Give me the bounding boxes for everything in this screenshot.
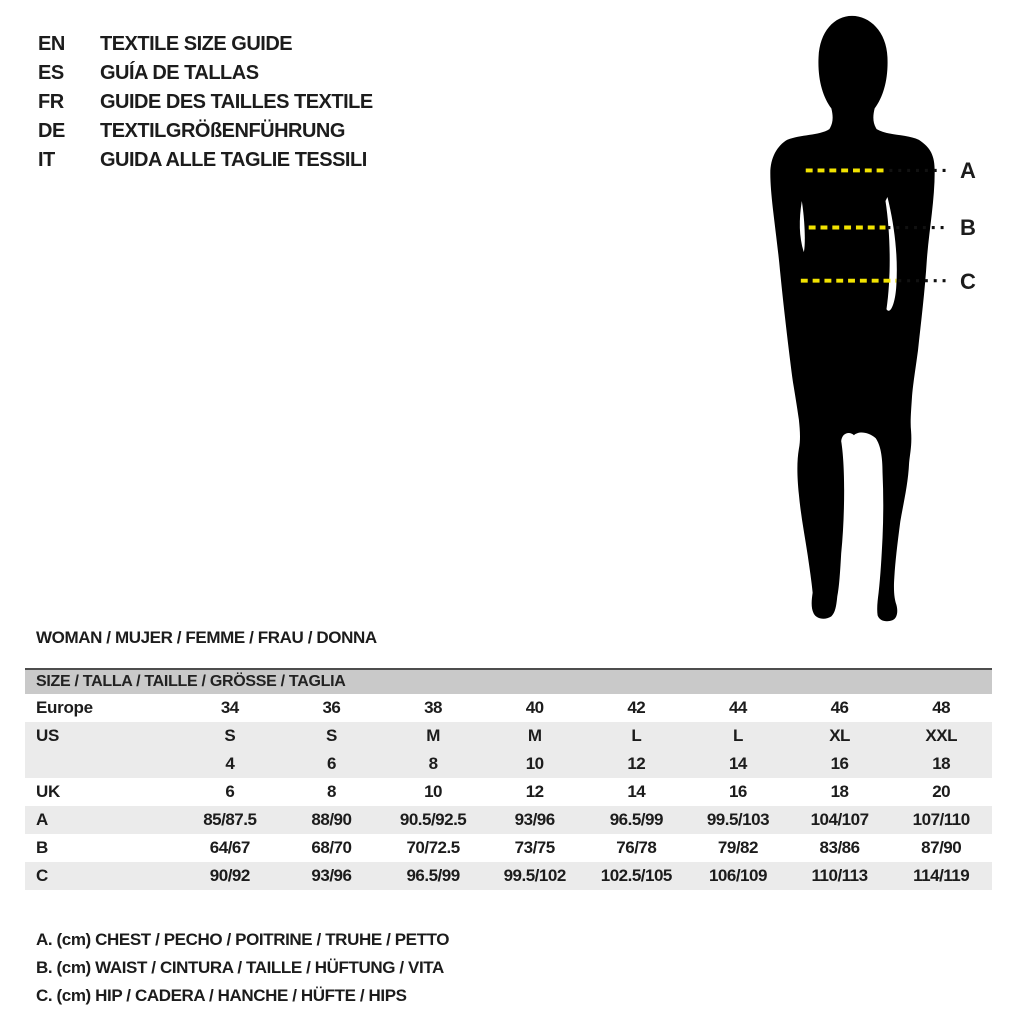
size-value-cell: 48 xyxy=(932,698,951,717)
size-value-cell: 76/78 xyxy=(616,838,657,857)
size-value-cell: 46 xyxy=(830,698,849,717)
size-value-cell: 12 xyxy=(627,754,646,773)
size-value-cell: S xyxy=(326,726,337,745)
legend-line: A. (cm) CHEST / PECHO / POITRINE / TRUHE / PETTO xyxy=(36,930,450,949)
size-value-cell: 99.5/103 xyxy=(706,810,770,829)
legend-line: B. (cm) WAIST / CINTURA / TAILLE / HÜFTUNG / VITA xyxy=(36,958,444,977)
marker-c-label: C xyxy=(960,269,976,294)
language-code: IT xyxy=(38,149,55,171)
size-value-cell: 10 xyxy=(424,782,443,801)
size-value-cell: S xyxy=(224,726,236,745)
size-value-cell: M xyxy=(527,726,542,745)
language-title: GUÍA DE TALLAS xyxy=(100,62,259,84)
size-value-cell: 38 xyxy=(424,698,443,717)
size-value-cell: 68/70 xyxy=(311,838,352,857)
size-value-cell: 16 xyxy=(728,782,747,801)
size-value-cell: L xyxy=(631,726,642,745)
size-value-cell: 93/96 xyxy=(514,810,555,829)
language-row xyxy=(38,146,373,175)
language-title-list xyxy=(38,30,373,175)
size-value-cell: 6 xyxy=(225,782,235,801)
table-row xyxy=(25,862,992,890)
size-value-cell: 104/107 xyxy=(810,810,869,829)
table-row xyxy=(25,722,992,750)
row-label: C xyxy=(36,866,48,885)
size-value-cell: 107/110 xyxy=(912,810,970,829)
language-code: FR xyxy=(38,91,64,113)
woman-silhouette-figure xyxy=(738,8,976,638)
size-value-cell: 96.5/99 xyxy=(406,866,460,885)
size-value-cell: 8 xyxy=(326,782,336,801)
language-code: DE xyxy=(38,120,65,142)
legend-line: C. (cm) HIP / CADERA / HANCHE / HÜFTE / HIPS xyxy=(36,986,407,1005)
woman-silhouette-icon xyxy=(770,16,934,621)
marker-b-label: B xyxy=(960,215,976,240)
table-row xyxy=(25,806,992,834)
size-value-cell: 44 xyxy=(728,698,747,717)
language-title: TEXTILGRÖßENFÜHRUNG xyxy=(100,120,345,142)
size-table-header: SIZE / TALLA / TAILLE / GRÖSSE / TAGLIA xyxy=(25,668,992,694)
size-table-rows xyxy=(25,694,992,890)
measure-legend xyxy=(36,926,449,1010)
table-row xyxy=(25,750,992,778)
size-value-cell: 87/90 xyxy=(921,838,962,857)
row-label: A xyxy=(36,810,48,829)
size-value-cell: 90.5/92.5 xyxy=(399,810,467,829)
size-value-cell: 93/96 xyxy=(311,866,352,885)
row-label: US xyxy=(36,726,60,745)
size-value-cell: 106/109 xyxy=(708,866,767,885)
size-value-cell: 42 xyxy=(627,698,646,717)
table-row xyxy=(25,778,992,806)
row-label xyxy=(25,750,179,778)
size-table xyxy=(25,668,992,890)
row-label: UK xyxy=(36,782,60,801)
row-label: B xyxy=(36,838,48,857)
size-value-cell: 79/82 xyxy=(717,838,758,857)
size-value-cell: 12 xyxy=(525,782,544,801)
size-value-cell: 18 xyxy=(932,754,951,773)
size-value-cell: 14 xyxy=(627,782,646,801)
size-value-cell: 102.5/105 xyxy=(600,866,672,885)
section-title: WOMAN / MUJER / FEMME / FRAU / DONNA xyxy=(36,628,377,647)
language-title: TEXTILE SIZE GUIDE xyxy=(100,33,293,55)
size-value-cell: 70/72.5 xyxy=(406,838,460,857)
size-value-cell: XXL xyxy=(925,726,957,745)
size-value-cell: 40 xyxy=(525,698,544,717)
size-value-cell: 14 xyxy=(728,754,747,773)
size-value-cell: L xyxy=(732,726,743,745)
table-row xyxy=(25,834,992,862)
size-value-cell: 73/75 xyxy=(514,838,555,857)
language-code: ES xyxy=(38,62,64,84)
size-value-cell: 6 xyxy=(326,754,336,773)
size-value-cell: 96.5/99 xyxy=(609,810,663,829)
size-value-cell: 36 xyxy=(322,698,341,717)
woman-silhouette-svg xyxy=(738,8,968,638)
language-code: EN xyxy=(38,33,65,55)
size-value-cell: XL xyxy=(829,726,850,745)
size-value-cell: 64/67 xyxy=(209,838,250,857)
language-row xyxy=(38,117,373,146)
table-row xyxy=(25,694,992,722)
size-value-cell: 88/90 xyxy=(311,810,352,829)
language-row xyxy=(38,88,373,117)
size-value-cell: M xyxy=(426,726,440,745)
size-value-cell: 8 xyxy=(428,754,438,773)
size-value-cell: 90/92 xyxy=(209,866,250,885)
size-value-cell: 110/113 xyxy=(811,866,868,885)
size-value-cell: 114/119 xyxy=(913,866,970,885)
size-value-cell: 10 xyxy=(525,754,544,773)
size-value-cell: 99.5/102 xyxy=(503,866,566,885)
language-row xyxy=(38,59,373,88)
language-title: GUIDA ALLE TAGLIE TESSILI xyxy=(100,149,367,171)
marker-a-label: A xyxy=(960,158,976,183)
language-row xyxy=(38,30,373,59)
size-value-cell: 34 xyxy=(220,698,239,717)
row-label: Europe xyxy=(36,698,93,717)
language-title: GUIDE DES TAILLES TEXTILE xyxy=(100,91,373,113)
size-value-cell: 20 xyxy=(932,782,951,801)
size-value-cell: 85/87.5 xyxy=(203,810,257,829)
size-value-cell: 18 xyxy=(830,782,849,801)
size-value-cell: 4 xyxy=(225,754,235,773)
size-value-cell: 16 xyxy=(830,754,849,773)
size-value-cell: 83/86 xyxy=(819,838,860,857)
